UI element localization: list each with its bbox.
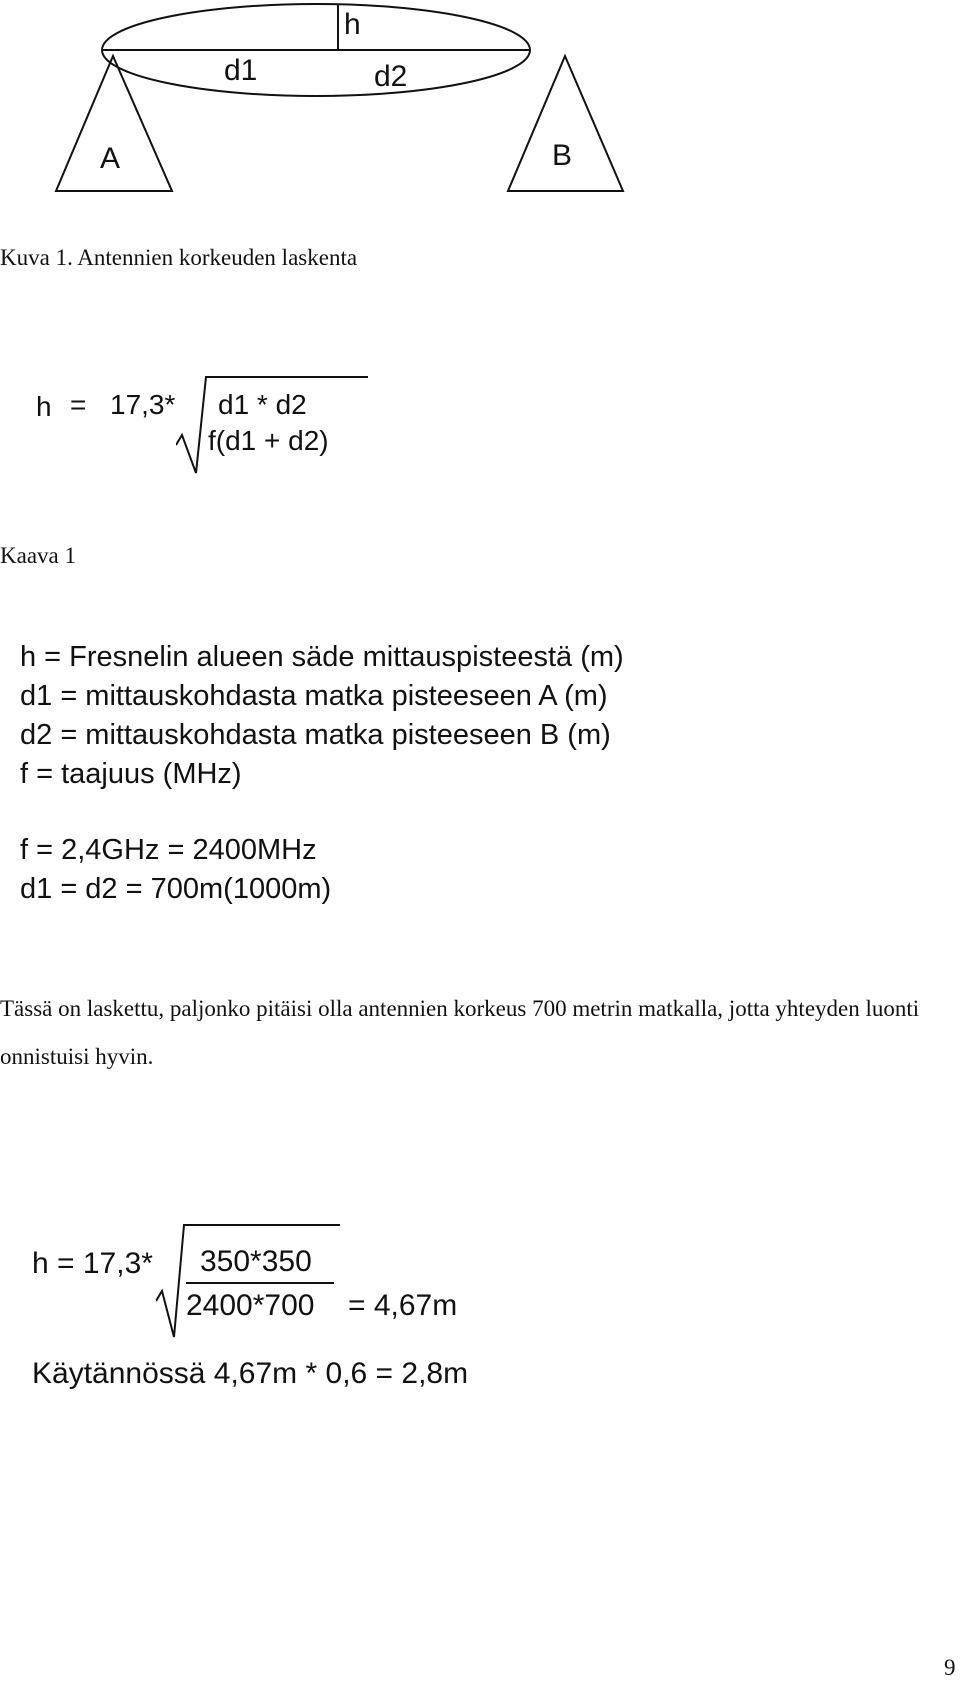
fresnel-diagram [0,0,640,200]
formula-equals: = [70,389,87,420]
definition-h: h = Fresnelin alueen säde mittauspisteestä (m) [20,641,624,673]
calc-practical: Käytännössä 4,67m * 0,6 = 2,8m [32,1357,469,1390]
calc-result: = 4,67m [348,1289,458,1322]
label-a: A [100,142,121,175]
definition-f: f = taajuus (MHz) [20,758,242,790]
value-distances: d1 = d2 = 700m(1000m) [20,873,332,905]
label-d1: d1 [224,54,258,87]
formula-numerator: d1 * d2 [218,389,307,420]
definitions-list [20,638,624,794]
formula [0,365,400,485]
formula-coefficient: 17,3* [110,389,176,420]
page-number: 9 [944,1655,956,1680]
formula-caption: Kaava 1 [0,543,76,568]
figure-caption: Kuva 1. Antennien korkeuden laskenta [0,245,358,270]
label-h: h [344,8,361,41]
values-list [20,831,331,909]
definition-d1: d1 = mittauskohdasta matka pisteeseen A (m) [20,680,608,712]
definition-d2: d2 = mittauskohdasta matka pisteeseen B (m) [20,719,611,751]
formula-denominator: f(d1 + d2) [208,425,329,456]
label-d2: d2 [374,60,408,93]
paragraph: Tässä on laskettu, paljonko pitäisi olla antennien korkeus 700 metrin matkalla, jotta yhteyden luonti onnistuisi hyvin. [0,996,920,1069]
formula-lhs: h [36,391,52,422]
calculation [0,1215,560,1395]
calc-numerator: 350*350 [200,1245,312,1278]
value-frequency: f = 2,4GHz = 2400MHz [20,834,317,866]
calc-lhs: h = 17,3* [32,1247,153,1280]
fraction-bar [186,1282,334,1284]
label-b: B [552,139,573,172]
calc-denominator: 2400*700 [186,1289,315,1322]
